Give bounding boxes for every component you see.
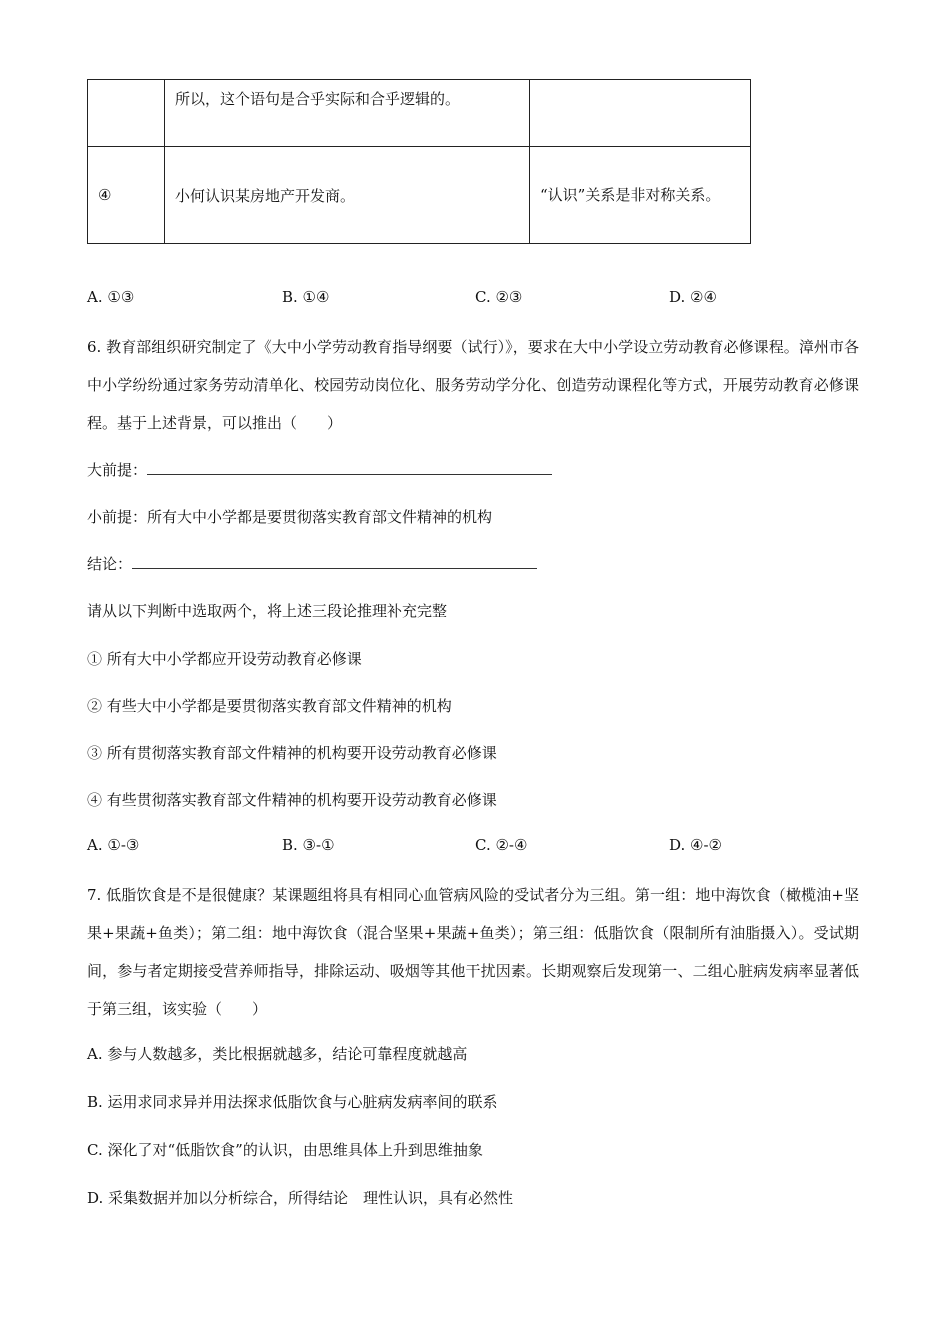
table-cell-statement: 小何认识某房地产开发商。 (165, 147, 530, 244)
major-premise-blank[interactable] (147, 460, 552, 475)
q7-option-c[interactable]: C. 深化了对“低脂饮食”的认识，由思维具体上升到思维抽象 (87, 1141, 483, 1159)
table-cell-number (88, 80, 165, 147)
q6-statement-3: ③ 所有贯彻落实教育部文件精神的机构要开设劳动教育必修课 (87, 744, 497, 762)
q5-option-d[interactable]: D. ②④ (669, 288, 717, 306)
q6-statement-1: ① 所有大中小学都应开设劳动教育必修课 (87, 650, 362, 668)
table-row (88, 80, 751, 147)
q6-conclusion (87, 553, 537, 574)
q6-options (87, 836, 787, 858)
q6-instruction: 请从以下判断中选取两个，将上述三段论推理补充完整 (87, 602, 448, 620)
q6-statement-2: ② 有些大中小学都是要贯彻落实教育部文件精神的机构 (87, 697, 452, 715)
q7-option-a[interactable]: A. 参与人数越多，类比根据就越多，结论可靠程度就越高 (87, 1045, 468, 1063)
table-cell-analysis: “认识”关系是非对称关系。 (530, 147, 751, 244)
q6-option-b[interactable]: B. ③-① (282, 836, 335, 854)
comparison-table (87, 79, 751, 244)
q6-option-c[interactable]: C. ②-④ (475, 836, 528, 854)
q5-option-c[interactable]: C. ②③ (475, 288, 523, 306)
q7-option-b[interactable]: B. 运用求同求异并用法探求低脂饮食与心脏病发病率间的联系 (87, 1093, 498, 1111)
q5-option-a[interactable]: A. ①③ (87, 288, 135, 306)
q6-option-d[interactable]: D. ④-② (669, 836, 722, 854)
q5-options (87, 288, 787, 310)
q5-option-b[interactable]: B. ①④ (282, 288, 330, 306)
table-cell-analysis (530, 80, 751, 147)
q6-major-premise (87, 459, 552, 480)
q7-option-d[interactable]: D. 采集数据并加以分析综合，所得结论 理性认识，具有必然性 (87, 1189, 514, 1207)
conclusion-blank[interactable] (132, 554, 537, 569)
q7-stem: 7. 低脂饮食是不是很健康？某课题组将具有相同心血管病风险的受试者分为三组。第一组：地中海饮食（橄榄油+坚果+果蔬+鱼类）；第二组：地中海饮食（混合坚果+果蔬+鱼类）；第三组：低脂饮食（限制所有油脂摄入）。受试期间，参与者定期接受营养师指导，排除运动、吸烟等其他干扰因素。长期观察后发现第一、二组心脏病发病率显著低于第三组，该实验（ ） (87, 886, 859, 1018)
conclusion-label: 结论： (87, 555, 133, 573)
table-cell-number: ④ (88, 147, 165, 244)
major-premise-label: 大前提： (87, 461, 148, 479)
q6-stem: 6. 教育部组织研究制定了《大中小学劳动教育指导纲要（试行）》，要求在大中小学设立劳动教育必修课程。漳州市各中小学纷纷通过家务劳动清单化、校园劳动岗位化、服务劳动学分化、创造劳动课程化等方式，开展劳动教育必修课程。基于上述背景，可以推出（ ） (87, 338, 859, 432)
q6-option-a[interactable]: A. ①-③ (87, 836, 140, 854)
q6-statement-4: ④ 有些贯彻落实教育部文件精神的机构要开设劳动教育必修课 (87, 791, 497, 809)
table-row (88, 147, 751, 244)
table-cell-statement: 所以，这个语句是合乎实际和合乎逻辑的。 (165, 80, 530, 147)
q6-minor-premise: 小前提：所有大中小学都是要贯彻落实教育部文件精神的机构 (87, 508, 493, 526)
